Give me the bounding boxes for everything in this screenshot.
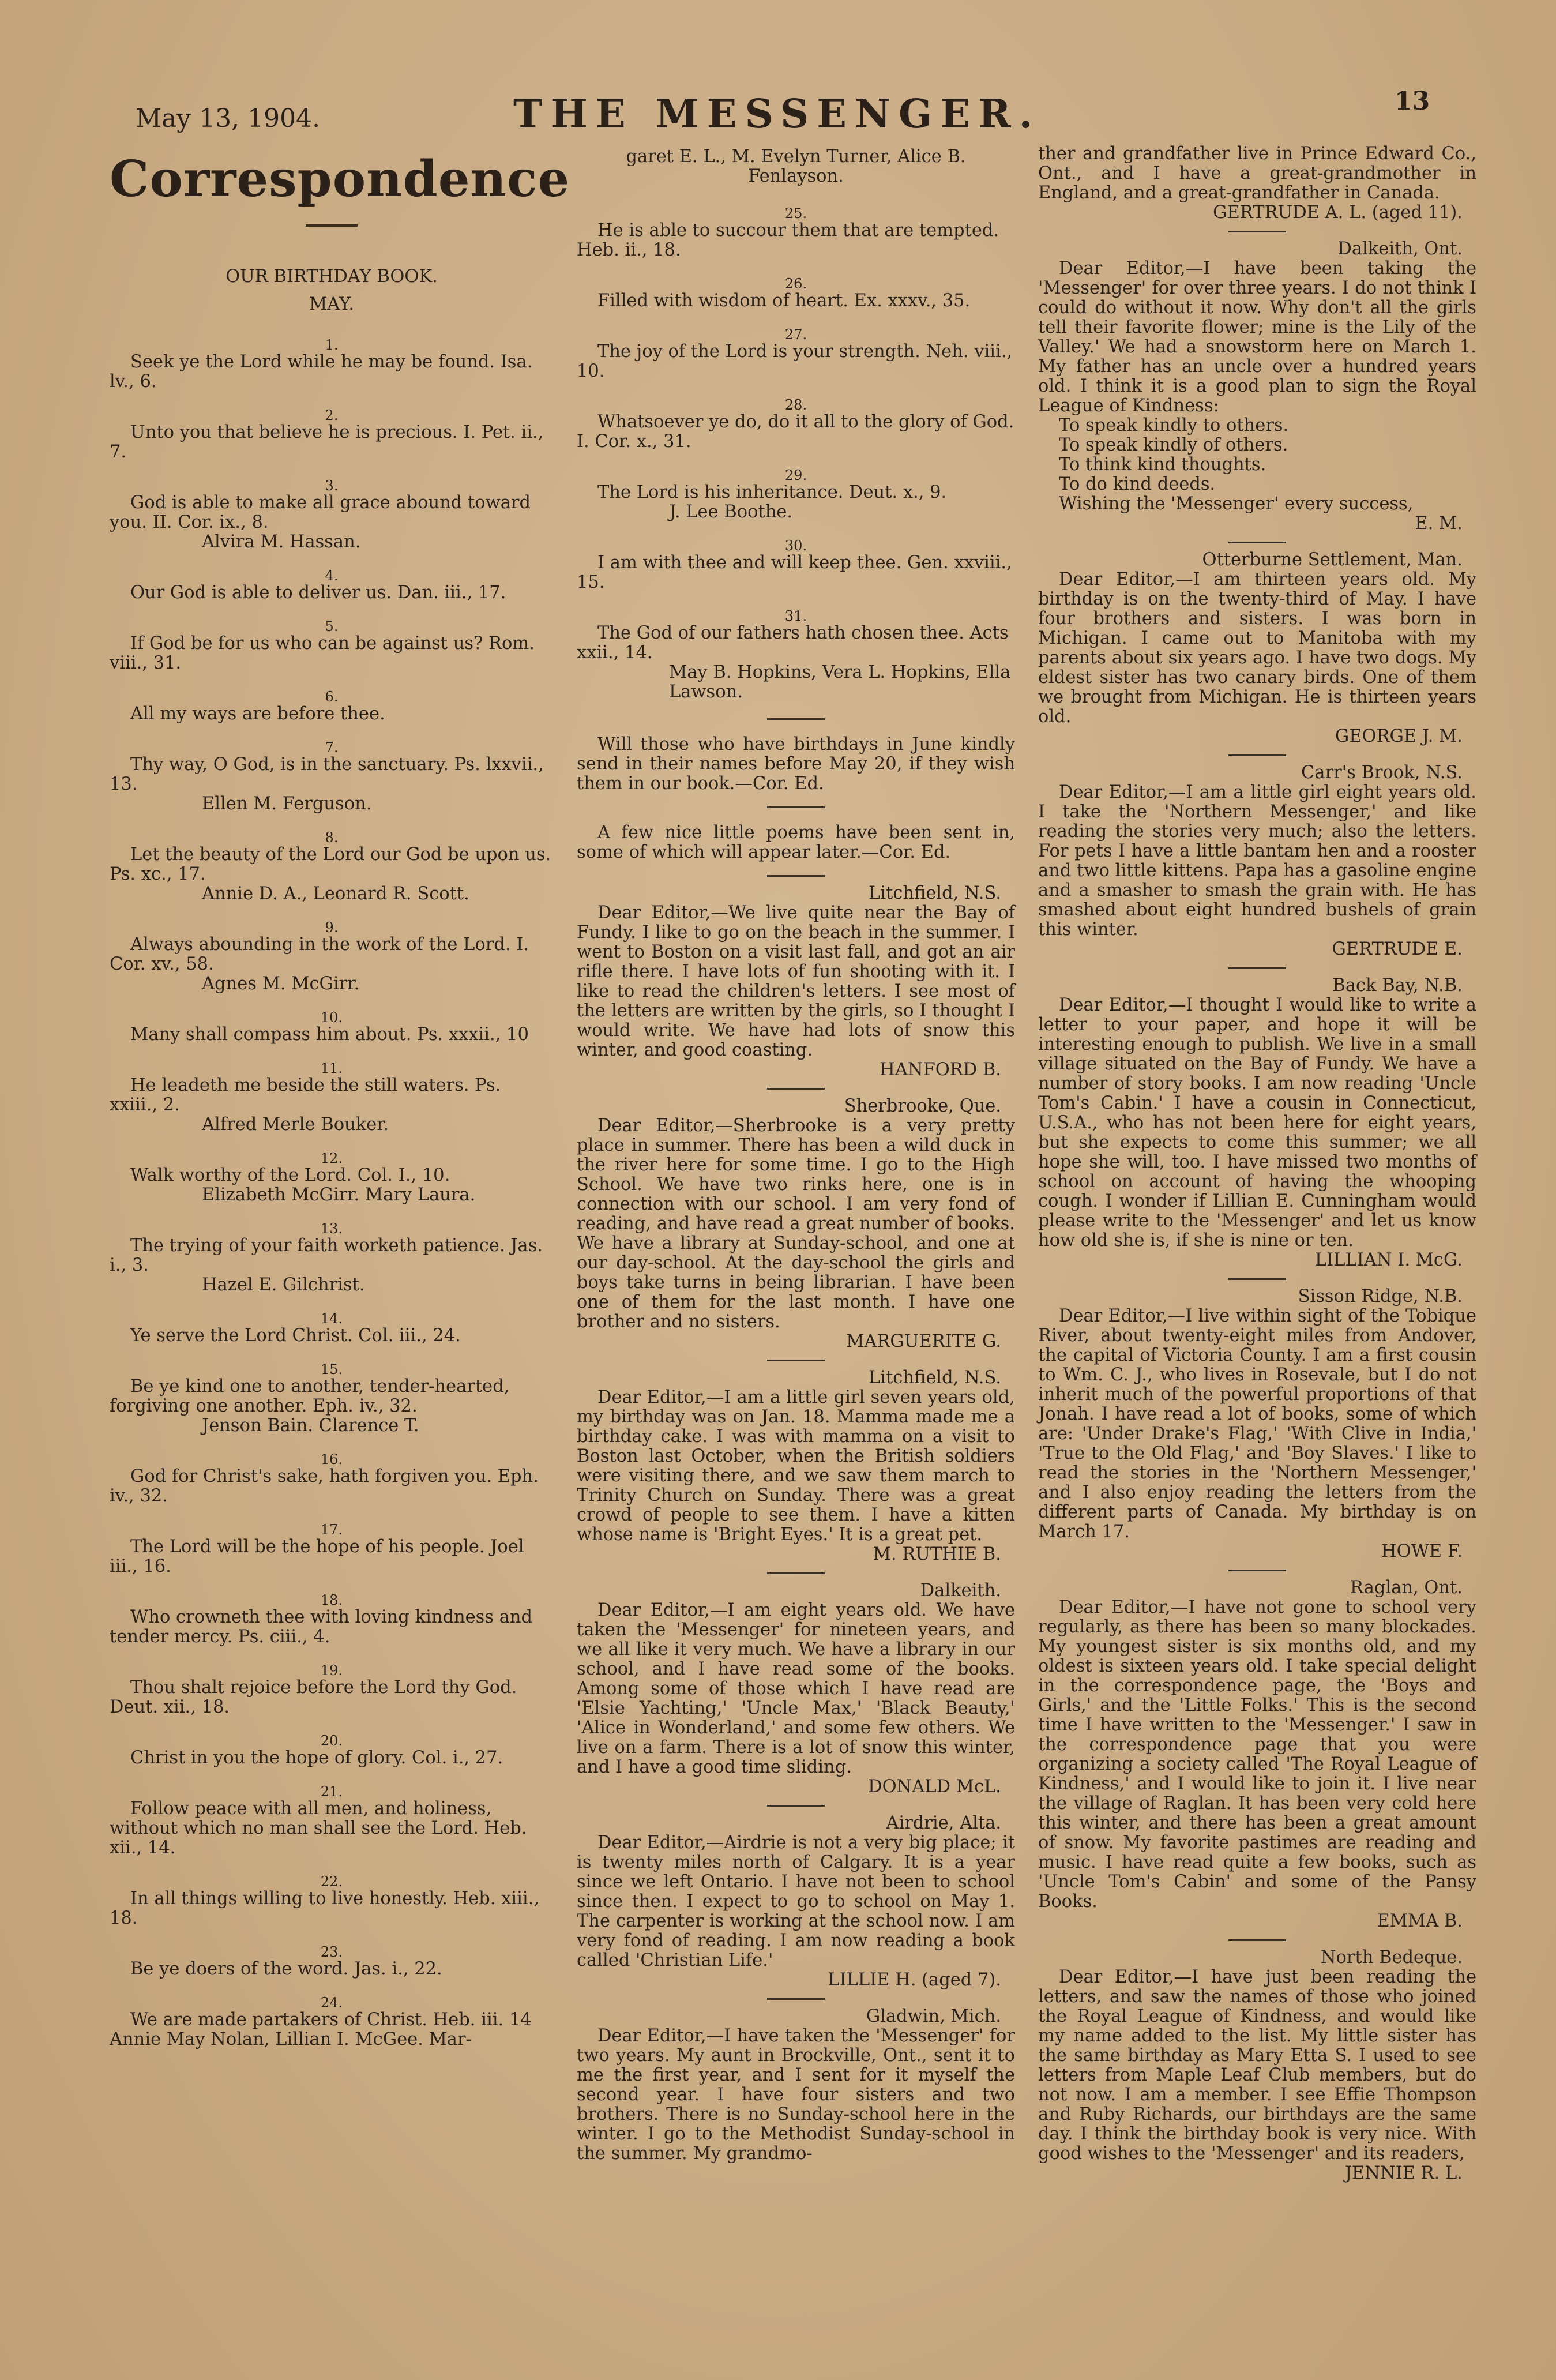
entry-number: 4. xyxy=(325,568,339,584)
entry-verse: Be ye doers of the word. Jas. i., 22. xyxy=(130,1959,442,1979)
letter xyxy=(577,2007,1015,2164)
entry-number: 16. xyxy=(320,1451,343,1467)
birthday-entry xyxy=(110,1221,554,1295)
entry-number: 12. xyxy=(320,1150,343,1166)
letter-signature: GERTRUDE A. L. (aged 11). xyxy=(1213,202,1463,223)
letter-signature: M. RUTHIE B. xyxy=(873,1544,1001,1564)
letter xyxy=(577,1581,1015,1797)
birthday-entry xyxy=(110,689,554,724)
entry-number: 24. xyxy=(320,1995,343,2011)
entry-names: Hazel E. Gilchrist. xyxy=(202,1275,365,1295)
letter-signature: JENNIE R. L. xyxy=(1344,2163,1463,2183)
entry-number: 7. xyxy=(325,739,339,756)
section-divider xyxy=(767,1805,825,1807)
entry-number: 22. xyxy=(320,1874,343,1890)
entry-number: 28. xyxy=(784,397,807,413)
birthday-entry xyxy=(577,397,1015,452)
birthday-entry xyxy=(577,468,1015,522)
birthday-entry xyxy=(110,740,554,814)
letter xyxy=(577,1097,1015,1352)
letter-place: Gladwin, Mich. xyxy=(866,2006,1001,2026)
entry-verse: Christ in you the hope of glory. Col. i., 27. xyxy=(130,1748,503,1768)
entry-names: Alfred Merle Bouker. xyxy=(202,1114,389,1135)
letter xyxy=(1038,1578,1476,1931)
birthday-entry xyxy=(110,1362,554,1436)
letter xyxy=(1038,1948,1476,2183)
entry-verse: Thy way, O God, is in the sanctuary. Ps. lxxvii., 13. xyxy=(110,754,544,794)
entry-names: Elizabeth McGirr. Mary Laura. xyxy=(202,1185,476,1205)
birthday-entry xyxy=(110,1151,554,1205)
birthday-entry xyxy=(110,1944,554,1979)
entry-number: 21. xyxy=(320,1784,343,1800)
entry-number: 6. xyxy=(325,689,339,705)
entry-number: 18. xyxy=(320,1592,343,1608)
entry-verse: He is able to succour them that are tempted. Heb. ii., 18. xyxy=(577,220,999,260)
birthday-entry xyxy=(110,1452,554,1506)
birthday-entry xyxy=(110,337,554,392)
entry-verse: Many shall compass him about. Ps. xxxii., 10 xyxy=(130,1024,529,1045)
birthday-entry xyxy=(577,609,1015,702)
entry-names: Jenson Bain. Clarence T. xyxy=(202,1416,419,1436)
section-divider xyxy=(1228,967,1286,969)
entry-verse: Always abounding in the work of the Lord. I. Cor. xv., 58. xyxy=(110,934,529,974)
letter-place: North Bedeque. xyxy=(1320,1947,1463,1968)
entry-verse: Whatsoever ye do, do it all to the glory of God. I. Cor. x., 31. xyxy=(577,412,1014,452)
entry-names: J. Lee Boothe. xyxy=(669,502,793,522)
entry-verse: I am with thee and will keep thee. Gen. xxviii., 15. xyxy=(577,553,1012,592)
entry-names: Agnes M. McGirr. xyxy=(202,974,360,994)
letter xyxy=(1038,763,1476,959)
continued-names: garet E. L., M. Evelyn Turner, Alice B. Fenlayson. xyxy=(626,147,966,186)
entry-number: 3. xyxy=(325,478,339,494)
birthday-entry xyxy=(110,1593,554,1647)
letter-body: Dear Editor,—I am eight years old. We have taken the 'Messenger' for nineteen years, and we all like it very much. We have a library in our school, and I have read some of the books. Among some of those which I have read are 'Elsie Yachting,' 'Uncle Max,' 'Black Beauty,' 'Alice in Wonderland,' and some few others. We live on a farm. There is a lot of snow this winter, and I have a good time sliding. xyxy=(577,1600,1015,1777)
letter xyxy=(1038,976,1476,1270)
letters-list xyxy=(577,884,1015,2164)
letter-body: Dear Editor,—Sherbrooke is a very pretty place in summer. There has been a wild duck in the river here for some time. I go to the High School. We have two rinks here, one is in connection with our school. I am very fond of reading, and have read a great number of books. We have a library at Sunday-school, and one at our day-school. At the day-school the girls and boys take turns in being librarian. I have been one of them for the last month. I have one brother and no sisters. xyxy=(577,1116,1015,1332)
entry-verse: Be ye kind one to another, tender-hearted, forgiving one another. Eph. iv., 32. xyxy=(110,1376,510,1416)
birthday-entry xyxy=(110,1784,554,1858)
section-divider xyxy=(767,1088,825,1090)
letter-body: Dear Editor,—I thought I would like to write a letter to your paper, and hope it will be interesting enough to publish. We live in a small village situated on the Bay of Fundy. We have a number of story books. I am now reading 'Uncle Tom's Cabin.' I have a cousin in Connecticut, U.S.A., who has not been here for eight years, but she expects to come this summer; we all hope she will, too. I have missed two months of school on account of having the whooping cough. I wonder if Lillian E. Cunningham would please write to the 'Messenger' and let us know how old she is, if she is nine or ten. xyxy=(1038,995,1476,1251)
letters-list-3 xyxy=(1038,239,1476,2183)
entry-number: 26. xyxy=(784,276,807,292)
entry-number: 23. xyxy=(320,1944,343,1960)
entry-verse: The trying of your faith worketh patience. Jas. i., 3. xyxy=(110,1236,543,1275)
birthday-entry xyxy=(110,1522,554,1576)
birthday-entry xyxy=(110,1663,554,1717)
letter-signature: GERTRUDE E. xyxy=(1332,939,1463,959)
letter-body: ther and grandfather live in Prince Edward Co., Ont., and I have a great-grandmother in England, and a great-grandfather in Canada. xyxy=(1038,144,1476,203)
section-divider xyxy=(767,875,825,877)
letter-body: Dear Editor,—I have been taking the 'Messenger' for over three years. I do not think I could do without it now. Why don't all the girls tell their favorite flower; mine is the Lily of the Valley.' We had a snowstorm here on March 1. My father has an uncle over a hundred years old. I think it is a good plan to sign the Royal League of Kindness: xyxy=(1038,258,1476,416)
entry-number: 13. xyxy=(320,1221,343,1237)
letter-body: Dear Editor,—Airdrie is not a very big place; it is twenty miles north of Calgary. It is a year since we left Ontario. I have not been to school since then. I expect to go to school on May 1. The carpenter is working at the school now. I am very fond of reading. I am now reading a book called 'Christian Life.' xyxy=(577,1833,1015,1970)
birthday-entry xyxy=(110,830,554,904)
entry-verse: The joy of the Lord is your strength. Neh. viii., 10. xyxy=(577,341,1013,381)
editor-note: Will those who have birthdays in June kindly send in their names before May 20, if they wish them in our book.—Cor. Ed. xyxy=(577,734,1015,794)
birthday-entry xyxy=(577,327,1015,381)
letter-place: Litchfield, N.S. xyxy=(869,1368,1001,1388)
letter-line: To speak kindly to others. xyxy=(1059,415,1289,436)
section-divider xyxy=(1228,542,1286,543)
birthday-entry xyxy=(577,538,1015,592)
section-divider xyxy=(767,1998,825,2000)
entry-verse: The Lord is his inheritance. Deut. x., 9. xyxy=(597,482,947,502)
column-1 xyxy=(110,147,570,2066)
column-3 xyxy=(1038,144,1476,2189)
birthday-entry xyxy=(110,568,554,603)
entry-number: 31. xyxy=(784,608,807,624)
birthday-entry xyxy=(110,478,554,552)
entry-verse: Walk worthy of the Lord. Col. I., 10. xyxy=(130,1165,450,1185)
letter-body: Dear Editor,—I have just been reading the letters, and saw the names of those who joined the Royal League of Kindness, and would like my name added to the list. My little sister has the same birthday as Mary Etta S. I used to see letters from Maple Leaf Club members, but do not now. I am a member. I see Effie Thompson and Ruby Richards, our birthdays are the same day. I think the birthday book is very nice. With good wishes to the 'Messenger' and its readers, xyxy=(1038,1967,1476,2164)
entry-number: 8. xyxy=(325,829,339,846)
birthday-entry xyxy=(577,206,1015,260)
entry-verse: Seek ye the Lord while he may be found. Isa. lv., 6. xyxy=(110,352,533,392)
title-rule xyxy=(306,224,358,227)
section-divider xyxy=(1228,1278,1286,1280)
entry-number: 11. xyxy=(320,1060,343,1076)
entry-verse: The Lord will be the hope of his people. Joel iii., 16. xyxy=(110,1537,524,1576)
entry-verse: We are made partakers of Christ. Heb. iii. 14 Annie May Nolan, Lillian I. McGee. Mar- xyxy=(110,2010,532,2049)
section-divider xyxy=(767,1360,825,1361)
entry-number: 9. xyxy=(325,919,339,936)
birthday-entry xyxy=(110,1010,554,1045)
letter-body: Dear Editor,—I live within sight of the Tobique River, about twenty-eight miles from Andover, the capital of Victoria County. I am a first cousin to Wm. C. J., who lives in Rosevale, but I do not inherit much of the powerful proportions of that Jonah. I have read a lot of books, some of which are: 'Under Drake's Flag,' 'With Clive in India,' 'True to the Old Flag,' and 'Boy Slaves.' I like to read the stories in the 'Northern Messenger,' and I also enjoy reading the letters from the different parts of Canada. My birthday is on March 17. xyxy=(1038,1306,1476,1542)
section-title: Correspondence xyxy=(110,150,570,208)
letter-signature: HANFORD B. xyxy=(880,1060,1001,1080)
entry-verse: God is able to make all grace abound toward you. II. Cor. ix., 8. xyxy=(110,493,531,532)
letter-place: Sisson Ridge, N.B. xyxy=(1298,1286,1463,1307)
letter-signature: GEORGE J. M. xyxy=(1335,726,1463,746)
letter-body: Dear Editor,—I have not gone to school very regularly, as there has been so many blockades. My youngest sister is six months old, and my oldest is sixteen years old. I take special delight in the correspondence page, the 'Boys and Girls,' and the 'Little Folks.' This is the second time I have written to the 'Messenger.' I saw in the correspondence page that you were organizing a society called 'The Royal League of Kindness,' and I would like to join it. I live near the village of Raglan. It has been very cold here this winter, and there has been a great amount of snow. My favorite pastimes are reading and music. I have read quite a few books, such as 'Uncle Tom's Cabin' and some of the Pansy Books. xyxy=(1038,1597,1476,1912)
birthday-entry xyxy=(110,1874,554,1928)
letter-signature: HOWE F. xyxy=(1381,1541,1463,1561)
letter-line: Wishing the 'Messenger' every success, xyxy=(1059,494,1414,514)
letter xyxy=(1038,239,1476,534)
entry-names: Annie D. A., Leonard R. Scott. xyxy=(202,884,469,904)
letter-signature: DONALD McL. xyxy=(868,1777,1001,1797)
editor-note: A few nice little poems have been sent in, some of which will appear later.—Cor. Ed. xyxy=(577,823,1015,862)
letter-place: Sherbrooke, Que. xyxy=(844,1096,1001,1116)
entry-number: 10. xyxy=(320,1009,343,1026)
page-header xyxy=(0,81,1556,137)
letter-line: To think kind thoughts. xyxy=(1059,455,1266,475)
letter xyxy=(577,1368,1015,1564)
entry-number: 2. xyxy=(325,407,339,423)
entry-number: 14. xyxy=(320,1311,343,1327)
entry-verse: Thou shalt rejoice before the Lord thy God. Deut. xii., 18. xyxy=(110,1677,517,1717)
entry-number: 1. xyxy=(325,337,339,353)
entry-verse: The God of our fathers hath chosen thee. Acts xxii., 14. xyxy=(577,623,1009,663)
entry-verse: Our God is able to deliver us. Dan. iii., 17. xyxy=(130,583,506,603)
entry-number: 29. xyxy=(784,467,807,483)
letter-body: Dear Editor,—I have taken the 'Messenger' for two years. My aunt in Brockville, Ont., sent it to me the first year, and I sent for it myself the second year. I have four sisters and two brothers. There is no Sunday-school here in the winter. I go to the Methodist Sunday-school in the summer. My grandmo- xyxy=(577,2026,1015,2164)
letter-signature: EMMA B. xyxy=(1377,1911,1463,1931)
birthday-entry xyxy=(110,408,554,462)
letter-body: Dear Editor,—I am a little girl eight years old. I take the 'Northern Messenger,' and like reading the stories very much; also the letters. For pets I have a little bantam hen and a rooster and two little kittens. Papa has a gasoline engine and a smasher to smash the grain with. He has smashed about eight hundred bushels of grain this winter. xyxy=(1038,782,1476,940)
letter-body: Dear Editor,—I am a little girl seven years old, my birthday was on Jan. 18. Mamma made me a birthday cake. I was with mamma on a visit to Boston last October, when the British soldiers were visiting there, and we saw them march to Trinity Church on Sunday. There was a great crowd of people to see them. I have a kitten whose name is 'Bright Eyes.' It is a great pet. xyxy=(577,1387,1015,1545)
letter-place: Dalkeith, Ont. xyxy=(1337,239,1463,259)
entry-number: 15. xyxy=(320,1361,343,1377)
section-divider xyxy=(1228,1939,1286,1941)
issue-date: May 13, 1904. xyxy=(136,104,321,133)
letter-place: Raglan, Ont. xyxy=(1350,1578,1463,1598)
letter xyxy=(577,1814,1015,1990)
letter-signature: E. M. xyxy=(1415,513,1463,534)
birthday-entry xyxy=(110,1733,554,1768)
entry-number: 19. xyxy=(320,1662,343,1679)
letter-line: To speak kindly of others. xyxy=(1059,435,1288,455)
birthday-entry xyxy=(577,276,1015,311)
birthday-entry xyxy=(110,1995,554,2049)
entry-verse: Let the beauty of the Lord our God be upon us. Ps. xc., 17. xyxy=(110,844,551,884)
birthday-entries-list xyxy=(110,337,554,2049)
entry-number: 17. xyxy=(320,1522,343,1538)
entry-verse: Follow peace with all men, and holiness, without which no man shall see the Lord. Heb. xii., 14. xyxy=(110,1799,527,1858)
letter-place: Back Bay, N.B. xyxy=(1332,975,1463,996)
birthday-entries-list-2 xyxy=(577,206,1015,702)
entry-verse: If God be for us who can be against us? Rom. viii., 31. xyxy=(110,633,535,673)
entry-number: 20. xyxy=(320,1733,343,1749)
section-divider xyxy=(767,718,825,720)
column-2 xyxy=(577,147,1015,2169)
birthday-entry xyxy=(110,1311,554,1346)
letter-signature: LILLIAN I. McG. xyxy=(1315,1250,1463,1270)
entry-names: May B. Hopkins, Vera L. Hopkins, Ella Lawson. xyxy=(669,662,1011,702)
entry-number: 30. xyxy=(784,538,807,554)
entry-verse: Unto you that believe he is precious. I. Pet. ii., 7. xyxy=(110,422,544,462)
letter-continuation xyxy=(1038,144,1476,223)
entry-number: 27. xyxy=(784,326,807,343)
month-heading: MAY. xyxy=(309,294,354,314)
entry-verse: In all things willing to live honestly. Heb. xiii., 18. xyxy=(110,1889,540,1928)
section-divider xyxy=(1228,754,1286,756)
letter-body: Dear Editor,—We live quite near the Bay of Fundy. I like to go on the beach in the summer. I went to Boston on a visit last fall, and got an air rifle there. I have lots of fun shooting with it. I like to read the children's letters. I see most of the letters are written by the girls, so I thought I would write. We have had lots of snow this winter, and good coasting. xyxy=(577,903,1015,1060)
newspaper-title: THE MESSENGER. xyxy=(513,91,1041,137)
letter-line: To do kind deeds. xyxy=(1059,474,1216,494)
birthday-entry xyxy=(110,920,554,994)
page-number: 13 xyxy=(1395,87,1430,116)
letter-place: Dalkeith. xyxy=(920,1581,1001,1601)
letter-signature: MARGUERITE G. xyxy=(846,1331,1001,1352)
letter-body: Dear Editor,—I am thirteen years old. My birthday is on the twenty-third of May. I have four brothers and sisters. I was born in Michigan. I came out to Manitoba with my parents about six years ago. I have two dogs. My eldest sister has two canary birds. One of them we brought from Michigan. He is thirteen years old. xyxy=(1038,569,1476,727)
entry-names: Alvira M. Hassan. xyxy=(202,532,361,552)
letter xyxy=(577,884,1015,1080)
section-divider xyxy=(767,806,825,808)
letter-place: Litchfield, N.S. xyxy=(869,883,1001,903)
letter-place: Otterburne Settlement, Man. xyxy=(1202,550,1463,570)
letter-place: Carr's Brook, N.S. xyxy=(1301,763,1463,783)
birthday-book-heading: OUR BIRTHDAY BOOK. xyxy=(225,266,438,287)
entry-verse: Ye serve the Lord Christ. Col. iii., 24. xyxy=(130,1326,461,1346)
letter xyxy=(1038,1287,1476,1561)
entry-verse: He leadeth me beside the still waters. Ps. xxiii., 2. xyxy=(110,1075,501,1115)
entry-number: 25. xyxy=(784,205,807,222)
letter-place: Airdrie, Alta. xyxy=(886,1813,1001,1833)
entry-verse: Who crowneth thee with loving kindness and tender mercy. Ps. ciii., 4. xyxy=(110,1607,533,1647)
letter xyxy=(1038,550,1476,746)
birthday-entry xyxy=(110,1061,554,1135)
entry-verse: All my ways are before thee. xyxy=(130,704,385,724)
section-divider xyxy=(1228,231,1286,232)
letter-signature: LILLIE H. (aged 7). xyxy=(828,1970,1001,1990)
entry-verse: Filled with wisdom of heart. Ex. xxxv., 35. xyxy=(597,291,971,311)
entry-names: Ellen M. Ferguson. xyxy=(202,794,372,814)
section-divider xyxy=(1228,1570,1286,1571)
birthday-entry xyxy=(110,619,554,673)
entry-number: 5. xyxy=(325,618,339,635)
entry-verse: God for Christ's sake, hath forgiven you. Eph. iv., 32. xyxy=(110,1466,539,1506)
section-divider xyxy=(767,1572,825,1574)
